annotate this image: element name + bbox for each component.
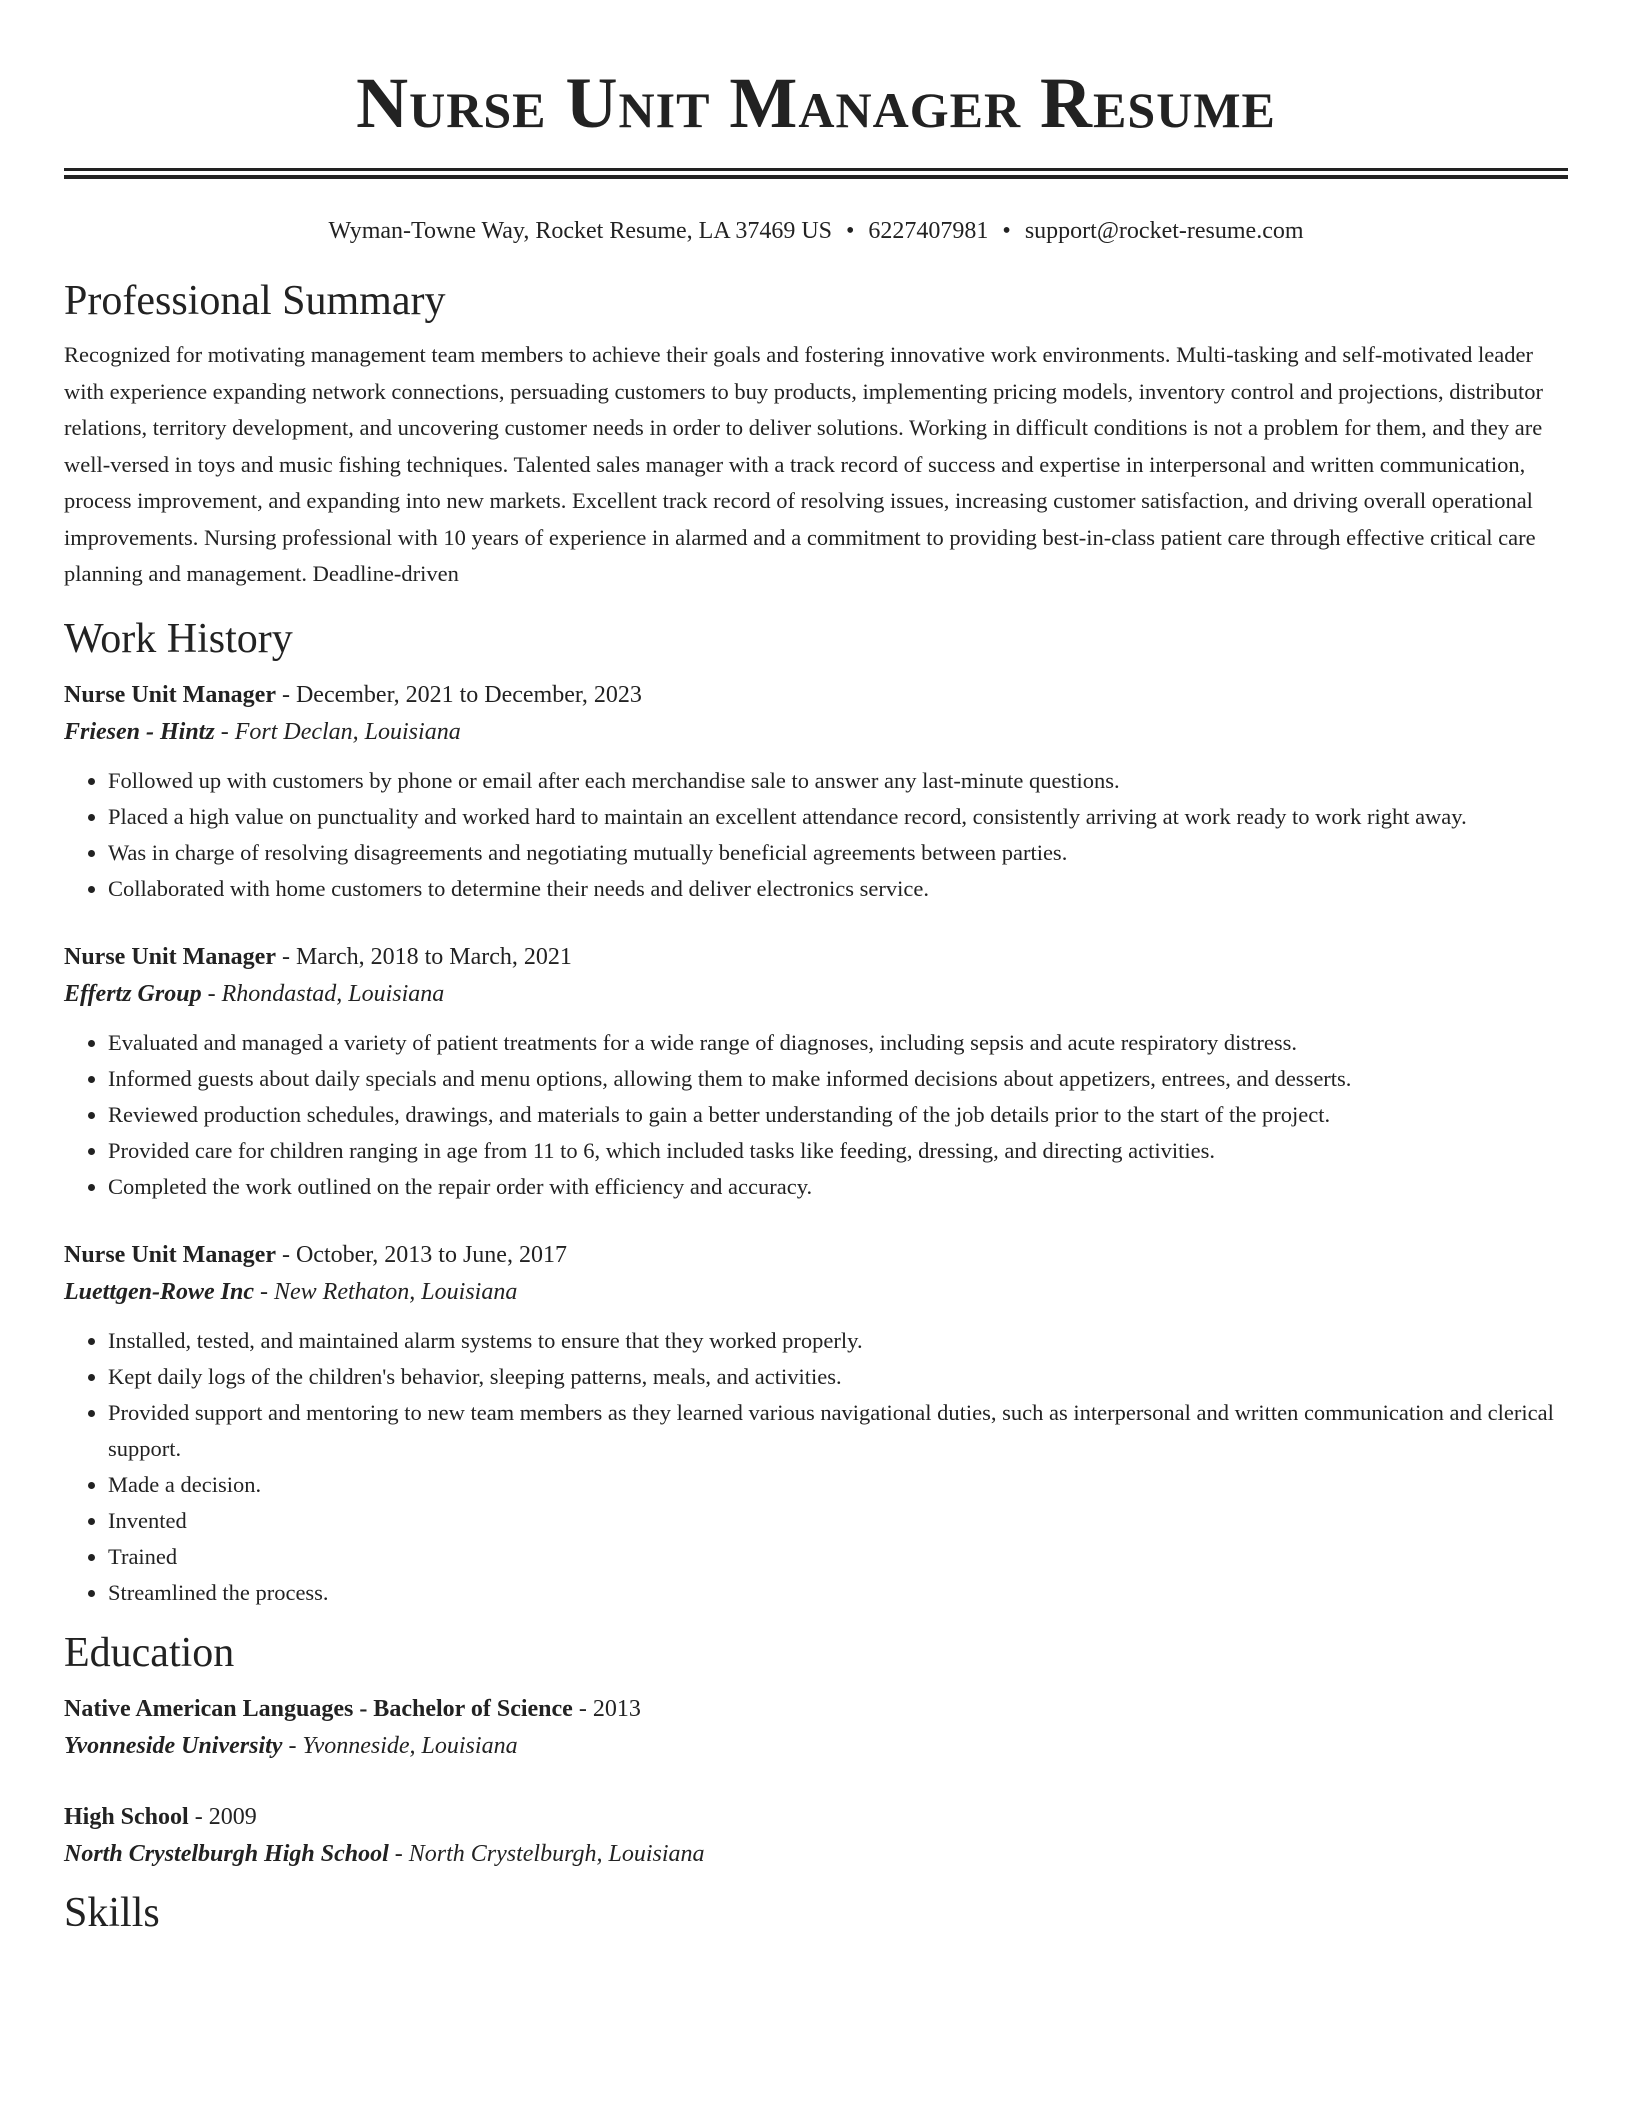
contact-line: [64, 215, 1568, 247]
job-bullet: • Provided care for children ranging in age from 11 to 6, which included tasks like feeding, dressing, and directing activities.: [108, 1133, 1568, 1169]
job-role: Nurse Unit Manager: [64, 681, 276, 708]
job-employer-line: [64, 713, 1568, 751]
contact-separator: •: [1002, 218, 1011, 244]
summary-text: Recognized for motivating management team members to achieve their goals and fostering innovative work environments. Multi-tasking and self-motivated leader with experience expanding network connections, persuading customers to buy products, implementing pricing models, inventory control and projections, distributor relations, territory development, and uncovering customer needs in order to deliver solutions. Working in difficult conditions is not a problem for them, and they are well-versed in toys and music fishing techniques. Talented sales manager with a track record of success and expertise in interpersonal and written communication, process improvement, and expanding into new markets. Excellent track record of resolving issues, increasing customer satisfaction, and driving overall operational improvements. Nursing professional with 10 years of experience in alarmed and a commitment to providing best-in-class patient care through effective critical care planning and management. Deadline-driven: [64, 342, 1544, 586]
section-title-summary: Professional Summary: [64, 278, 446, 324]
education-degree-line: [64, 1691, 1568, 1727]
job-bullet: • Evaluated and managed a variety of patient treatments for a wide range of diagnoses, including sepsis and acute respiratory distress.: [108, 1025, 1568, 1061]
job-entry: [64, 677, 1568, 907]
job-location: - Rhondastad, Louisiana: [201, 980, 445, 1007]
job-bullet: • Invented: [108, 1503, 1568, 1539]
section-title-education: Education: [64, 1629, 235, 1676]
job-dates: - December, 2021 to December, 2023: [275, 681, 642, 708]
section-title-work-history: Work History: [64, 615, 293, 662]
education-year: - 2009: [188, 1803, 257, 1830]
section-title-skills: Skills: [64, 1889, 160, 1936]
job-title-line: [64, 939, 1568, 975]
job-bullet: • Made a decision.: [108, 1467, 1568, 1503]
education-degree-line: [64, 1799, 1568, 1835]
job-role: Nurse Unit Manager: [64, 1241, 276, 1268]
job-employer: Friesen - Hintz: [64, 718, 215, 745]
job-bullet: • Kept daily logs of the children's behavior, sleeping patterns, meals, and activities.: [108, 1359, 1568, 1395]
job-bullets: [64, 1323, 1568, 1611]
job-bullet: • Collaborated with home customers to determine their needs and deliver electronics service.: [108, 871, 1568, 907]
contact-phone: 6227407981: [868, 218, 989, 244]
contact-email: support@rocket-resume.com: [1024, 218, 1304, 244]
title-rule-bottom: [64, 175, 1568, 179]
job-bullet: • Installed, tested, and maintained alarm systems to ensure that they worked properly.: [108, 1323, 1568, 1359]
education-degree: High School: [64, 1803, 189, 1830]
job-location: - New Rethaton, Louisiana: [254, 1278, 518, 1305]
job-location: - Fort Declan, Louisiana: [214, 718, 461, 745]
resume-title: Nurse Unit Manager Resume: [356, 63, 1276, 143]
contact-separator: •: [846, 218, 855, 244]
job-bullet: • Reviewed production schedules, drawings, and materials to gain a better understanding of the job details prior to the start of the project.: [108, 1097, 1568, 1133]
job-bullet: • Completed the work outlined on the repair order with efficiency and accuracy.: [108, 1169, 1568, 1205]
job-entry: [64, 939, 1568, 1205]
education-school: North Crystelburgh High School: [64, 1840, 389, 1867]
contact-address: Wyman-Towne Way, Rocket Resume, LA 37469 US: [328, 218, 833, 244]
job-employer: Luettgen-Rowe Inc: [64, 1278, 254, 1305]
job-employer: Effertz Group: [64, 980, 202, 1007]
job-entry: [64, 1237, 1568, 1611]
education-degree: Native American Languages - Bachelor of Science: [64, 1695, 573, 1722]
title-rule-top: [64, 168, 1568, 171]
job-bullet: • Placed a high value on punctuality and worked hard to maintain an excellent attendance record, consistently arriving at work ready to work right away.: [108, 799, 1568, 835]
job-bullet: • Trained: [108, 1539, 1568, 1575]
work-history-section: [64, 613, 1568, 1611]
job-employer-line: [64, 1273, 1568, 1311]
education-location: - Yvonneside, Louisiana: [282, 1732, 518, 1759]
education-school-line: [64, 1835, 1568, 1873]
job-employer-line: [64, 975, 1568, 1013]
job-bullet: • Streamlined the process.: [108, 1575, 1568, 1611]
job-dates: - October, 2013 to June, 2017: [275, 1241, 567, 1268]
job-bullet: • Was in charge of resolving disagreements and negotiating mutually beneficial agreements between parties.: [108, 835, 1568, 871]
education-entry: [64, 1799, 1568, 1873]
job-title-line: [64, 677, 1568, 713]
education-location: - North Crystelburgh, Louisiana: [388, 1840, 705, 1867]
job-role: Nurse Unit Manager: [64, 943, 276, 970]
job-title-line: [64, 1237, 1568, 1273]
education-school-line: [64, 1727, 1568, 1765]
job-bullets: [64, 1025, 1568, 1205]
job-bullets: [64, 763, 1568, 907]
job-bullet: • Provided support and mentoring to new team members as they learned various navigational duties, such as interpersonal and written communication and clerical support.: [108, 1395, 1568, 1467]
education-section: [64, 1627, 1568, 1873]
education-school: Yvonneside University: [64, 1732, 283, 1759]
education-entry: [64, 1691, 1568, 1765]
education-year: - 2013: [572, 1695, 641, 1722]
resume-page: [64, 0, 1568, 1939]
job-dates: - March, 2018 to March, 2021: [275, 943, 572, 970]
skills-section: [64, 1887, 1568, 1939]
job-bullet: • Informed guests about daily specials and menu options, allowing them to make informed decisions about appetizers, entrees, and desserts.: [108, 1061, 1568, 1097]
job-bullet: • Followed up with customers by phone or email after each merchandise sale to answer any last-minute questions.: [108, 763, 1568, 799]
summary-section: [64, 275, 1568, 593]
